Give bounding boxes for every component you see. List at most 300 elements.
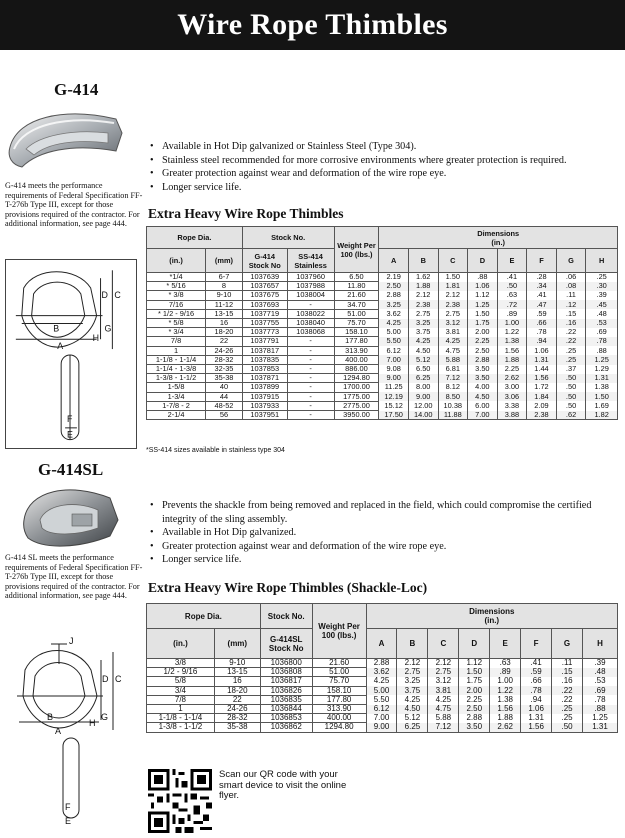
header-col-b: B <box>397 629 428 659</box>
table-cell: 51.00 <box>312 668 366 677</box>
table-cell: 177.80 <box>312 695 366 704</box>
table-row <box>147 723 618 732</box>
table-cell: 51.00 <box>334 309 379 318</box>
table-cell: .34 <box>527 282 557 291</box>
table-cell: 56 <box>206 411 243 420</box>
table-cell: 9-10 <box>206 291 243 300</box>
table-cell: 158.10 <box>334 328 379 337</box>
table-cell: - <box>287 337 334 346</box>
table-cell: 11-12 <box>206 300 243 309</box>
g414-thimble-photo <box>4 103 128 177</box>
table-cell: 1.84 <box>527 392 557 401</box>
table-cell: - <box>287 374 334 383</box>
table-cell: 1.75 <box>459 677 490 686</box>
header-in: (in.) <box>147 249 206 273</box>
table-cell: 1037871 <box>242 374 287 383</box>
label-a: A <box>57 341 64 352</box>
table-cell: .25 <box>586 273 618 282</box>
table-cell: 34.70 <box>334 300 379 309</box>
table-cell: 2.12 <box>428 659 459 668</box>
table-cell: .63 <box>490 659 521 668</box>
table-cell: 1-5/8 <box>147 383 206 392</box>
table-cell: 18-20 <box>214 686 260 695</box>
table-cell: 1.82 <box>586 411 618 420</box>
table-cell: 2.88 <box>459 714 490 723</box>
table-cell: 44 <box>206 392 243 401</box>
label-c: C <box>114 289 121 300</box>
table-cell: .11 <box>556 291 586 300</box>
table-cell: 2-1/4 <box>147 411 206 420</box>
table-cell: 28-32 <box>214 714 260 723</box>
table-cell: * 5/16 <box>147 282 206 291</box>
header-rope-dia: Rope Dia. <box>147 227 243 249</box>
table-cell: 3.06 <box>497 392 527 401</box>
table-cell: 11.25 <box>379 383 409 392</box>
g414sl-description: G-414 SL meets the performance requirements of Federal Specification FF-T-276b Type III, except for those provisions required of the contractor. For additional information, see page 444. <box>5 553 143 601</box>
table-cell: 2.12 <box>438 291 468 300</box>
table-cell: 1037853 <box>242 365 287 374</box>
table-cell: 1037835 <box>242 355 287 364</box>
table-cell: 1037791 <box>242 337 287 346</box>
table-cell: 1.88 <box>408 282 438 291</box>
header-stock-g414sl: G-414SL Stock No <box>260 629 312 659</box>
table-cell: .22 <box>556 337 586 346</box>
table-cell: 3.81 <box>438 328 468 337</box>
table-row <box>147 328 618 337</box>
table-cell: - <box>287 355 334 364</box>
table-cell: 3/8 <box>147 659 215 668</box>
table-cell: 1 <box>147 705 215 714</box>
header-col-d: D <box>459 629 490 659</box>
g414-product-title: G-414 <box>54 80 99 99</box>
table-cell: .53 <box>586 319 618 328</box>
table-cell: 75.70 <box>334 319 379 328</box>
table-cell: 1037657 <box>242 282 287 291</box>
header-mm: (mm) <box>206 249 243 273</box>
g414sl-dimension-drawing <box>5 630 137 830</box>
label-g: G <box>101 712 109 722</box>
table-cell: .25 <box>556 355 586 364</box>
table-cell: 7.12 <box>438 374 468 383</box>
header-in: (in.) <box>147 629 215 659</box>
table-cell: 1037755 <box>242 319 287 328</box>
table-cell: * 5/8 <box>147 319 206 328</box>
table-cell: 1.50 <box>459 668 490 677</box>
table-cell: 1.50 <box>438 273 468 282</box>
table-cell: 13-15 <box>206 309 243 318</box>
table-cell: 1.56 <box>490 705 521 714</box>
g414-feature-item: • Greater protection against wear and deformation of the wire rope eye. <box>148 167 623 181</box>
table-cell: 7/16 <box>147 300 206 309</box>
table-cell: 24-26 <box>206 346 243 355</box>
table-cell: 40 <box>206 383 243 392</box>
g414sl-feature-item: • Prevents the shackle from being removed and replaced in the field, which could compromise the certified integrity of the sling assembly. <box>148 499 623 526</box>
table-cell: 1036853 <box>260 714 312 723</box>
table-cell: 2.62 <box>497 374 527 383</box>
table-cell: - <box>287 401 334 410</box>
table-cell: 6.25 <box>397 723 428 732</box>
table-cell: 9-10 <box>214 659 260 668</box>
label-d: D <box>101 289 108 300</box>
table-cell: 1.12 <box>468 291 498 300</box>
g414-feature-list <box>148 140 623 194</box>
table-cell: 2.75 <box>438 309 468 318</box>
table-cell: 1036862 <box>260 723 312 732</box>
header-col-a: A <box>379 249 409 273</box>
g414sl-feature-list <box>148 499 623 567</box>
table-cell: 4.75 <box>438 346 468 355</box>
table-cell: 8.12 <box>438 383 468 392</box>
table-cell: 1-3/8 - 1-1/2 <box>147 723 215 732</box>
header-col-e: E <box>490 629 521 659</box>
table-cell: 1.50 <box>468 309 498 318</box>
header-rope-dia: Rope Dia. <box>147 604 261 629</box>
table-cell: .30 <box>586 282 618 291</box>
table-cell: .69 <box>582 686 617 695</box>
table-cell: .39 <box>582 659 617 668</box>
table-cell: 1.50 <box>586 392 618 401</box>
table-row <box>147 411 618 420</box>
table-cell: 1037899 <box>242 383 287 392</box>
table-cell: 1.38 <box>490 695 521 704</box>
table-cell: .41 <box>497 273 527 282</box>
g414sl-feature-item: • Available in Hot Dip galvanized. <box>148 526 623 540</box>
table-cell: .48 <box>582 668 617 677</box>
table-cell: 2.75 <box>397 668 428 677</box>
table-cell: 7/8 <box>147 337 206 346</box>
table-cell: 1.31 <box>527 355 557 364</box>
table-cell: .94 <box>527 337 557 346</box>
header-stock-no: Stock No. <box>260 604 312 629</box>
table-cell: 5.88 <box>428 714 459 723</box>
table-cell: 1294.80 <box>334 374 379 383</box>
table-cell: 3.81 <box>428 686 459 695</box>
table-cell: 12.19 <box>379 392 409 401</box>
table-cell: 13-15 <box>214 668 260 677</box>
table-cell: 5/8 <box>147 677 215 686</box>
qr-caption: Scan our QR code with your smart device to visit the online flyer. <box>219 769 347 801</box>
table-row <box>147 346 618 355</box>
table-cell: 6.50 <box>408 365 438 374</box>
table-cell: 1.56 <box>521 723 552 732</box>
table-cell: 1.31 <box>521 714 552 723</box>
g414-description: G-414 meets the performance requirements of Federal Specification FF-T-276b Type III, except for those provisions required of the contractor. For additional information, see page 444. <box>5 181 143 229</box>
table-cell: .72 <box>497 300 527 309</box>
table-cell: 15.12 <box>379 401 409 410</box>
table-cell: 1036800 <box>260 659 312 668</box>
table-cell: 2.88 <box>379 291 409 300</box>
table-cell: .22 <box>552 695 583 704</box>
table-cell: 2.50 <box>379 282 409 291</box>
g414-dimension-drawing <box>5 259 137 449</box>
label-g: G <box>104 323 112 334</box>
table-cell: * 3/8 <box>147 291 206 300</box>
table-cell: 1.44 <box>527 365 557 374</box>
table-cell: 3.75 <box>397 686 428 695</box>
table-cell: 1.06 <box>468 282 498 291</box>
table-cell: 24-26 <box>214 705 260 714</box>
table-cell: 1.38 <box>497 337 527 346</box>
table-cell: .37 <box>556 365 586 374</box>
table-cell: .50 <box>556 374 586 383</box>
g414-spec-table <box>146 226 618 420</box>
label-c: C <box>115 674 122 684</box>
table-cell: * 3/4 <box>147 328 206 337</box>
table-cell: 18-20 <box>206 328 243 337</box>
table-cell: 1.06 <box>527 346 557 355</box>
table-cell: 4.00 <box>468 383 498 392</box>
g414sl-table-body <box>147 659 618 733</box>
table-cell: 2.09 <box>527 401 557 410</box>
table-cell: 7.12 <box>428 723 459 732</box>
table-cell: - <box>287 392 334 401</box>
table-cell: 9.08 <box>379 365 409 374</box>
table-cell: 1037675 <box>242 291 287 300</box>
table-cell: .22 <box>552 686 583 695</box>
table-cell: .08 <box>556 282 586 291</box>
table-cell: 4.25 <box>379 319 409 328</box>
header-weight: Weight Per 100 (lbs.) <box>312 604 366 659</box>
header-col-b: B <box>408 249 438 273</box>
table-cell: 4.50 <box>408 346 438 355</box>
header-col-f: F <box>521 629 552 659</box>
table-cell: 1037817 <box>242 346 287 355</box>
table-cell: 32-35 <box>206 365 243 374</box>
table-cell: 2.25 <box>497 365 527 374</box>
table-cell: *1/4 <box>147 273 206 282</box>
table-cell: 2.38 <box>438 300 468 309</box>
table-cell: 1-1/8 - 1-1/4 <box>147 355 206 364</box>
g414-footnote: *SS-414 sizes available in stainless type 304 <box>146 447 285 454</box>
table-cell: - <box>287 383 334 392</box>
table-cell: 886.00 <box>334 365 379 374</box>
table-cell: 1038022 <box>287 309 334 318</box>
table-cell: - <box>287 300 334 309</box>
table-cell: 5.00 <box>379 328 409 337</box>
table-cell: 3.62 <box>379 309 409 318</box>
table-cell: 2.50 <box>459 705 490 714</box>
table-cell: 5.88 <box>438 355 468 364</box>
table-row <box>147 686 618 695</box>
header-dimensions <box>379 227 618 249</box>
table-cell: 1-3/4 <box>147 392 206 401</box>
table-row <box>147 383 618 392</box>
label-a: A <box>55 726 62 736</box>
table-cell: .63 <box>497 291 527 300</box>
table-cell: 17.50 <box>379 411 409 420</box>
table-row <box>147 677 618 686</box>
table-cell: 3/4 <box>147 686 215 695</box>
table-row <box>147 392 618 401</box>
table-cell: 2.25 <box>459 695 490 704</box>
table-cell: 3.88 <box>497 411 527 420</box>
table-cell: .25 <box>552 714 583 723</box>
g414sl-feature-item: • Greater protection against wear and deformation of the wire rope eye. <box>148 540 623 554</box>
table-cell: - <box>287 346 334 355</box>
table-cell: .39 <box>586 291 618 300</box>
table-cell: 1037693 <box>242 300 287 309</box>
g414sl-table-title: Extra Heavy Wire Rope Thimbles (Shackle-Loc) <box>148 580 428 595</box>
header-dimensions <box>366 604 617 629</box>
table-cell: 6-7 <box>206 273 243 282</box>
table-cell: .50 <box>556 383 586 392</box>
table-cell: 1 <box>147 346 206 355</box>
table-cell: 1-7/8 - 2 <box>147 401 206 410</box>
table-cell: 22 <box>214 695 260 704</box>
table-cell: .53 <box>582 677 617 686</box>
table-cell: 1.88 <box>490 714 521 723</box>
table-cell: 1.56 <box>527 374 557 383</box>
table-cell: 10.38 <box>438 401 468 410</box>
table-cell: 3.12 <box>438 319 468 328</box>
table-cell: 1.88 <box>497 355 527 364</box>
table-cell: 4.50 <box>468 392 498 401</box>
qr-code[interactable] <box>148 769 212 833</box>
table-cell: 4.25 <box>428 695 459 704</box>
table-cell: .50 <box>556 401 586 410</box>
table-cell: 2.12 <box>397 659 428 668</box>
table-cell: 1037915 <box>242 392 287 401</box>
table-cell: .78 <box>521 686 552 695</box>
table-cell: 5.12 <box>397 714 428 723</box>
table-cell: - <box>287 411 334 420</box>
table-cell: 1.29 <box>586 365 618 374</box>
g414sl-spec-table <box>146 603 618 733</box>
table-cell: .66 <box>527 319 557 328</box>
table-cell: 7.00 <box>468 411 498 420</box>
table-cell: 2.62 <box>490 723 521 732</box>
label-f: F <box>65 802 71 812</box>
label-j: J <box>69 636 74 646</box>
label-h: H <box>92 333 100 344</box>
g414sl-thimble-photo <box>20 480 120 552</box>
header-col-c: C <box>428 629 459 659</box>
header-col-e: E <box>497 249 527 273</box>
table-cell: 1.72 <box>527 383 557 392</box>
table-cell: .15 <box>556 309 586 318</box>
header-col-g: G <box>552 629 583 659</box>
table-row <box>147 300 618 309</box>
table-cell: .89 <box>497 309 527 318</box>
g414-feature-item: • Longer service life. <box>148 181 623 195</box>
table-cell: 2.00 <box>468 328 498 337</box>
table-cell: 3.00 <box>497 383 527 392</box>
table-cell: 400.00 <box>334 355 379 364</box>
table-cell: 35-38 <box>214 723 260 732</box>
table-cell: 3.25 <box>379 300 409 309</box>
table-cell: .78 <box>586 337 618 346</box>
table-row <box>147 273 618 282</box>
table-cell: 1.25 <box>582 714 617 723</box>
label-d: D <box>102 674 109 684</box>
table-cell: 21.60 <box>312 659 366 668</box>
table-cell: * 1/2 - 9/16 <box>147 309 206 318</box>
table-cell: 2.38 <box>408 300 438 309</box>
table-cell: 1-1/4 - 1-3/8 <box>147 365 206 374</box>
table-cell: .94 <box>521 695 552 704</box>
table-row <box>147 337 618 346</box>
table-cell: .66 <box>521 677 552 686</box>
table-cell: - <box>287 365 334 374</box>
table-cell: .69 <box>586 328 618 337</box>
table-cell: 6.12 <box>379 346 409 355</box>
table-cell: 4.75 <box>428 705 459 714</box>
table-cell: 3.50 <box>459 723 490 732</box>
table-cell: 1037773 <box>242 328 287 337</box>
table-cell: .16 <box>552 677 583 686</box>
table-cell: 177.80 <box>334 337 379 346</box>
header-stock-ss414: SS-414 Stainless <box>287 249 334 273</box>
table-cell: 28-32 <box>206 355 243 364</box>
table-cell: 2.25 <box>468 337 498 346</box>
table-cell: .88 <box>582 705 617 714</box>
table-cell: .88 <box>468 273 498 282</box>
table-cell: .06 <box>556 273 586 282</box>
table-cell: 1.38 <box>586 383 618 392</box>
table-cell: 7.00 <box>379 355 409 364</box>
table-cell: .41 <box>527 291 557 300</box>
table-cell: 1037933 <box>242 401 287 410</box>
table-cell: 2775.00 <box>334 401 379 410</box>
header-stock-no: Stock No. <box>242 227 334 249</box>
table-cell: 3950.00 <box>334 411 379 420</box>
g414sl-feature-item: • Longer service life. <box>148 553 623 567</box>
table-cell: 3.38 <box>497 401 527 410</box>
page-header <box>0 0 625 50</box>
table-cell: 1.12 <box>459 659 490 668</box>
table-cell: 35-38 <box>206 374 243 383</box>
table-cell: 3.50 <box>468 365 498 374</box>
table-cell: 6.12 <box>366 705 397 714</box>
table-cell: 1-3/8 - 1-1/2 <box>147 374 206 383</box>
table-cell: 1.22 <box>490 686 521 695</box>
table-cell: 8.00 <box>408 383 438 392</box>
header-stock-g414: G-414 Stock No <box>242 249 287 273</box>
table-cell: 313.90 <box>312 705 366 714</box>
table-cell: .50 <box>497 282 527 291</box>
header-mm: (mm) <box>214 629 260 659</box>
table-cell: 4.25 <box>397 695 428 704</box>
table-cell: 2.75 <box>428 668 459 677</box>
header-col-d: D <box>468 249 498 273</box>
g414-table-title: Extra Heavy Wire Rope Thimbles <box>148 206 344 221</box>
table-row <box>147 291 618 300</box>
table-cell: 1775.00 <box>334 392 379 401</box>
table-cell: 1700.00 <box>334 383 379 392</box>
table-cell: 1.25 <box>586 355 618 364</box>
table-cell: 9.00 <box>379 374 409 383</box>
page-title: Wire Rope Thimbles <box>177 8 448 41</box>
table-cell: 9.00 <box>408 392 438 401</box>
table-cell: .48 <box>586 309 618 318</box>
table-cell: .41 <box>521 659 552 668</box>
header-weight: Weight Per 100 (lbs.) <box>334 227 379 273</box>
table-cell: 1037639 <box>242 273 287 282</box>
table-cell: 1.22 <box>497 328 527 337</box>
table-cell: 1038040 <box>287 319 334 328</box>
table-cell: .12 <box>556 300 586 309</box>
table-cell: .88 <box>586 346 618 355</box>
table-cell: 3.75 <box>408 328 438 337</box>
table-cell: 8.50 <box>438 392 468 401</box>
table-cell: .62 <box>556 411 586 420</box>
header-dimensions-label: Dimensions <box>469 607 515 616</box>
table-cell: 3.62 <box>366 668 397 677</box>
g414sl-product-title: G-414SL <box>38 460 104 479</box>
table-cell: 1.00 <box>497 319 527 328</box>
table-cell: 6.50 <box>334 273 379 282</box>
table-cell: 1036826 <box>260 686 312 695</box>
